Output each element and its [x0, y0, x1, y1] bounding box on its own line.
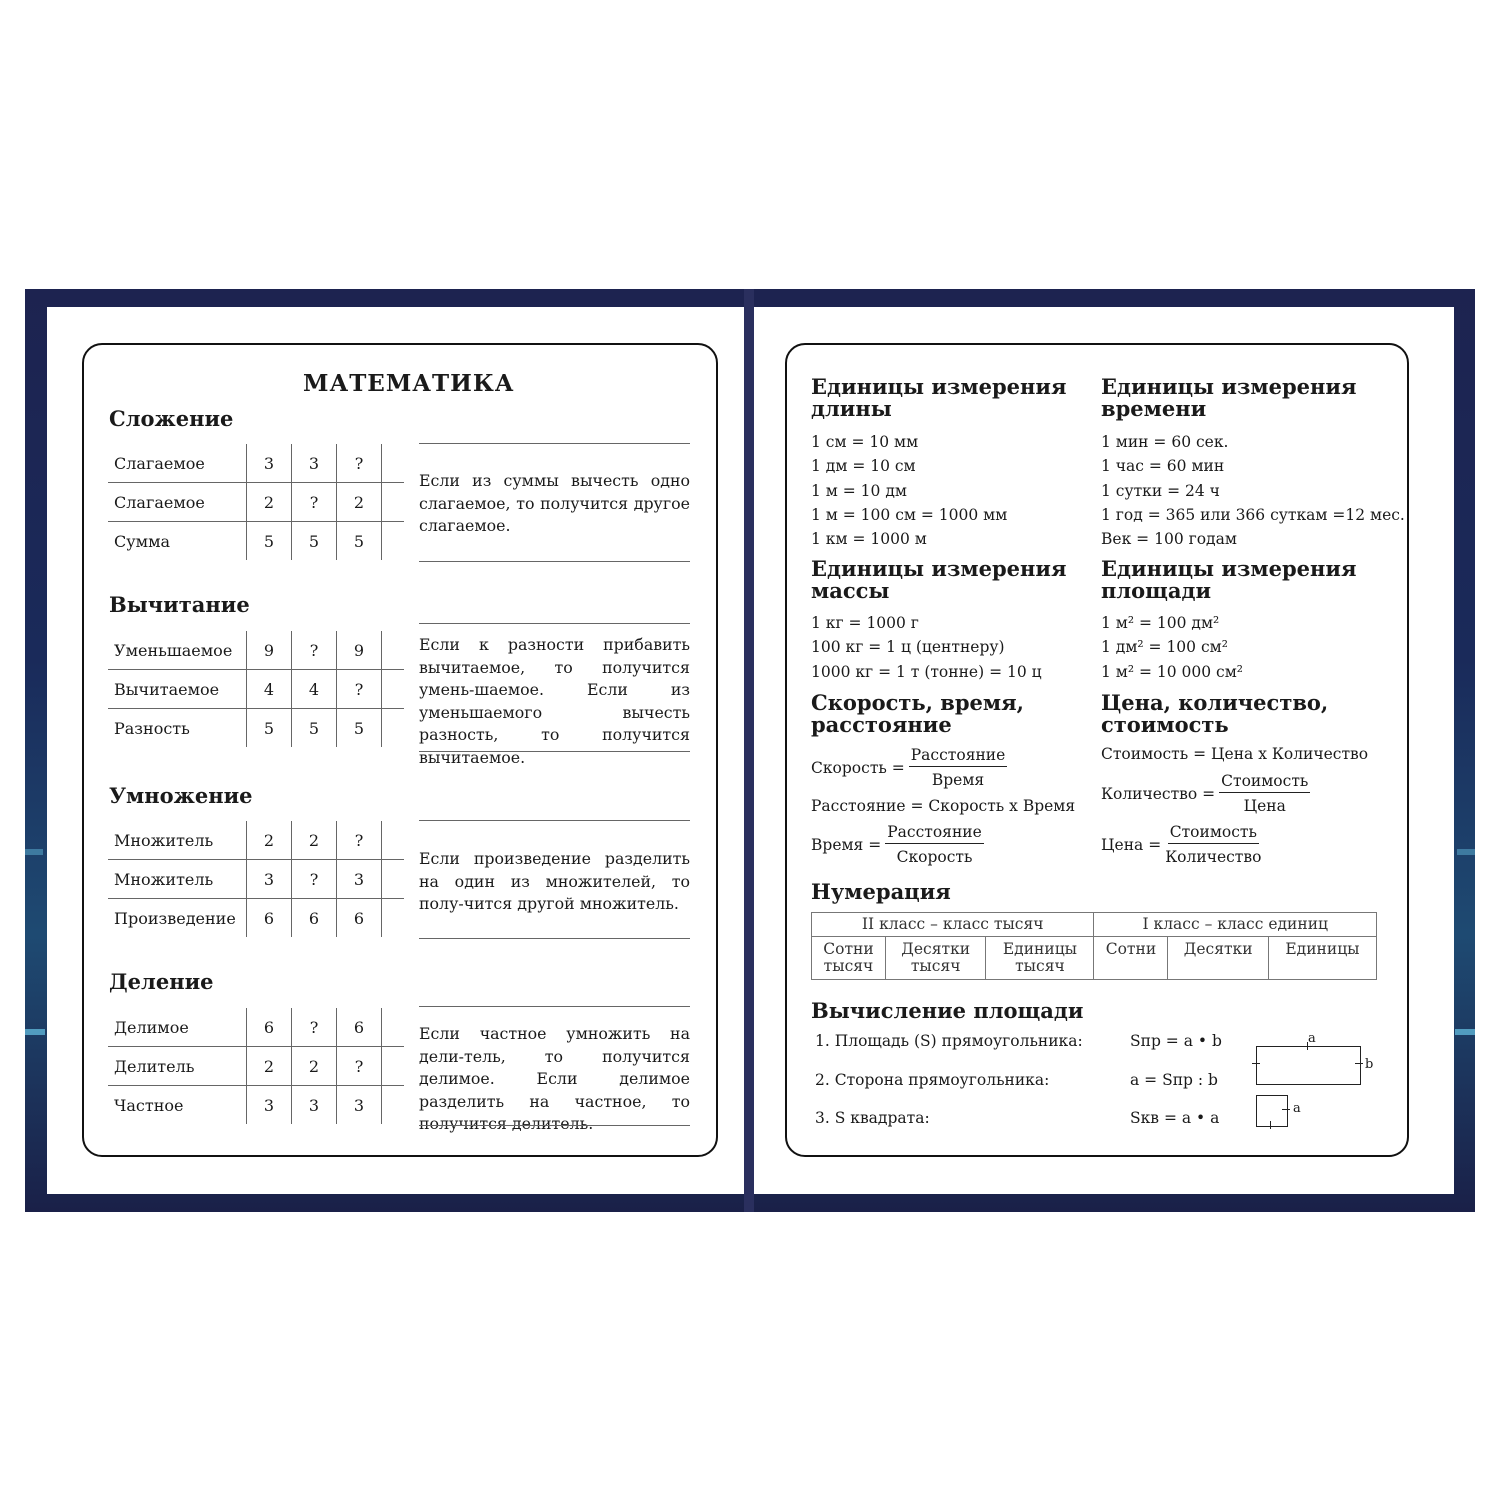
multiplication-table: [108, 821, 404, 937]
cell: 4: [292, 670, 337, 709]
cell: ?: [292, 1008, 337, 1047]
time-formula: [811, 823, 984, 866]
rule-text-addition: Если из суммы вычесть одно слагаемое, то получится другое слагаемое.: [419, 471, 690, 535]
table-row: [108, 670, 404, 709]
cell: ?: [292, 631, 337, 670]
area-list: [1101, 611, 1243, 684]
side-formula: a = Sпр : b: [1130, 1071, 1218, 1089]
area-calc-item: 3. S квадрата:: [815, 1109, 930, 1127]
speed-formula: [811, 746, 1007, 789]
cell: 2: [292, 821, 337, 860]
divider: [419, 751, 690, 752]
row-label: Слагаемое: [108, 483, 247, 522]
area-calc-item: 2. Сторона прямоугольника:: [815, 1071, 1050, 1089]
spine: [744, 289, 754, 1212]
rectangle-diagram: [1256, 1046, 1361, 1085]
cell: 3: [247, 1086, 292, 1125]
length-list: [811, 430, 1007, 551]
list-item: 1 м = 100 см = 1000 мм: [811, 505, 1008, 524]
cell: ?: [292, 860, 337, 899]
square-label-a: a: [1293, 1101, 1301, 1116]
heading-line: Цена, количество,: [1101, 690, 1329, 715]
cell: 2: [247, 1047, 292, 1086]
numerator: Стоимость: [1219, 772, 1310, 793]
cell: 9: [247, 631, 292, 670]
list-item: 100 кг = 1 ц (центнеру): [811, 638, 1005, 657]
cell: 3: [247, 444, 292, 483]
distance-formula: Расстояние = Скорость х Время: [811, 797, 1076, 815]
table-row: [812, 937, 1377, 980]
column-header: Единицы тысяч: [986, 937, 1094, 980]
table-row: [108, 631, 404, 670]
price-heading: [1101, 692, 1328, 736]
formula-left: Цена =: [1101, 835, 1162, 854]
list-item: 1 м = 10 дм: [811, 481, 907, 500]
denominator: Цена: [1243, 797, 1286, 815]
column-header: Единицы: [1268, 937, 1376, 980]
cell: 5: [337, 709, 382, 748]
division-table: [108, 1008, 404, 1124]
quantity-formula: [1101, 772, 1310, 815]
cell: 6: [337, 899, 382, 938]
side-mark: [1252, 1063, 1260, 1064]
list-item: 1 кг = 1000 г: [811, 614, 919, 632]
time-heading: [1101, 376, 1357, 420]
price-formula: [1101, 823, 1261, 866]
area-formula: Sпр = a • b: [1130, 1032, 1222, 1050]
heading-line: Единицы измерения: [1101, 374, 1357, 399]
cell: 6: [247, 1008, 292, 1047]
mass-heading: [811, 558, 1067, 602]
side-mark: [1270, 1121, 1271, 1129]
area-calc-item: 1. Площадь (S) прямоугольника:: [815, 1032, 1083, 1050]
cell: 2: [247, 821, 292, 860]
table-row: [812, 913, 1377, 937]
cell: 3: [337, 1086, 382, 1125]
row-label: Множитель: [108, 821, 247, 860]
cell: 6: [292, 899, 337, 938]
area-calc-heading: Вычисление площади: [811, 998, 1084, 1023]
list-item: 1 дм = 10 см: [811, 457, 916, 476]
row-label: Слагаемое: [108, 444, 247, 483]
page-title: МАТЕМАТИКА: [303, 370, 515, 397]
row-label: Сумма: [114, 531, 171, 551]
cell: 3: [247, 860, 292, 899]
divider: [419, 938, 690, 939]
side-mark: [1282, 1109, 1290, 1110]
cell: ?: [337, 1047, 382, 1086]
cell: 3: [292, 1086, 337, 1125]
list-item: 1 сутки = 24 ч: [1101, 481, 1220, 500]
table-row: [108, 821, 404, 860]
cell: ?: [337, 821, 382, 860]
divider: [419, 820, 690, 821]
numbering-heading: Нумерация: [811, 879, 951, 904]
heading-line: Скорость, время,: [811, 690, 1024, 715]
cell: 5: [337, 522, 382, 561]
heading-line: времени: [1101, 396, 1207, 421]
row-label: Делимое: [108, 1008, 247, 1047]
list-item: 1 дм² = 100 см²: [1101, 638, 1228, 657]
column-header: Сотни: [1094, 937, 1168, 980]
formula-left: Количество =: [1101, 784, 1216, 803]
column-header: Сотни тысяч: [812, 937, 886, 980]
cell: 3: [337, 860, 382, 899]
cell: 5: [247, 709, 292, 748]
cell: ?: [337, 670, 382, 709]
cell: ?: [337, 444, 382, 483]
table-row: [108, 1047, 404, 1086]
cell: 6: [337, 1008, 382, 1047]
row-label: Уменьшаемое: [108, 631, 247, 670]
cell: 5: [247, 522, 292, 561]
table-row: [108, 1008, 404, 1047]
side-mark: [1355, 1063, 1363, 1064]
row-label: Вычитаемое: [108, 670, 247, 709]
cell: 2: [292, 1047, 337, 1086]
section-heading-multiplication: Умножение: [109, 783, 253, 808]
divider: [419, 443, 690, 444]
class-header: II класс – класс тысяч: [812, 913, 1094, 937]
table-row: [108, 1086, 404, 1125]
row-label: Делитель: [108, 1047, 247, 1086]
formula-left: Время =: [811, 835, 882, 854]
table-row: [108, 709, 404, 748]
section-heading-addition: Сложение: [109, 406, 234, 431]
divider: [419, 623, 690, 624]
heading-line: площади: [1101, 578, 1212, 603]
heading-line: массы: [811, 578, 890, 603]
denominator: Количество: [1165, 848, 1262, 866]
speed-heading: [811, 692, 1024, 736]
list-item: 1 см = 10 мм: [811, 433, 919, 451]
heading-line: Единицы измерения: [811, 374, 1067, 399]
row-label: Разность: [114, 718, 190, 738]
list-item: 1 км = 1000 м: [811, 530, 927, 549]
cell: 5: [292, 709, 337, 748]
square-formula: Sкв = a • a: [1130, 1109, 1220, 1127]
divider: [419, 1006, 690, 1007]
list-item: 1 год = 365 или 366 суткам =12 мес.: [1101, 505, 1405, 524]
formula-left: Скорость =: [811, 758, 905, 777]
column-header: Десятки: [1168, 937, 1268, 980]
square-diagram: [1256, 1095, 1288, 1127]
section-heading-division: Деление: [109, 969, 214, 994]
table-row: [108, 899, 404, 938]
time-list: [1101, 430, 1405, 551]
addition-table: [108, 444, 404, 560]
list-item: 1 мин = 60 сек.: [1101, 433, 1229, 451]
cell: 5: [292, 522, 337, 561]
denominator: Время: [931, 771, 985, 789]
table-row: [108, 444, 404, 483]
cell: 9: [337, 631, 382, 670]
heading-line: расстояние: [811, 712, 952, 737]
heading-line: Единицы измерения: [811, 556, 1067, 581]
list-item: Век = 100 годам: [1101, 530, 1237, 549]
mass-list: [811, 611, 1042, 684]
row-label: Частное: [114, 1095, 184, 1115]
cell: 2: [337, 483, 382, 522]
list-item: 1 час = 60 мин: [1101, 457, 1225, 476]
divider: [419, 561, 690, 562]
rule-text-subtraction: Если к разности прибавить вычитаемое, то получится умень-шаемое. Если из уменьшаемого вычесть разность, то получится вычитаемое.: [419, 635, 690, 767]
area-heading: [1101, 558, 1357, 602]
row-label: Множитель: [108, 860, 247, 899]
heading-line: длины: [811, 396, 892, 421]
table-row: [108, 860, 404, 899]
numerator: Расстояние: [885, 823, 984, 844]
heading-line: стоимость: [1101, 712, 1229, 737]
table-row: [108, 483, 404, 522]
table-row: [108, 522, 404, 561]
divider: [419, 1125, 690, 1126]
list-item: 1 м² = 100 дм²: [1101, 614, 1220, 632]
length-heading: [811, 376, 1067, 420]
cell: 4: [247, 670, 292, 709]
cost-formula: Стоимость = Цена х Количество: [1101, 745, 1369, 763]
subtraction-table: [108, 631, 404, 747]
cell: ?: [292, 483, 337, 522]
rule-text-multiplication: Если произведение разделить на один из множителей, то полу-чится другой множитель.: [419, 849, 690, 913]
denominator: Скорость: [896, 848, 973, 866]
column-header: Десятки тысяч: [885, 937, 985, 980]
rule-text-division: Если частное умножить на дели-тель, то получится делимое. Если делимое разделить на частное, то получится делитель.: [419, 1024, 690, 1133]
section-heading-subtraction: Вычитание: [109, 592, 250, 617]
rect-label-b: b: [1365, 1057, 1374, 1072]
list-item: 1000 кг = 1 т (тонне) = 10 ц: [811, 662, 1042, 681]
numerator: Расстояние: [909, 746, 1008, 767]
cell: 3: [292, 444, 337, 483]
numerator: Стоимость: [1168, 823, 1259, 844]
list-item: 1 м² = 10 000 см²: [1101, 662, 1244, 681]
cell: 6: [247, 899, 292, 938]
rect-label-a: a: [1308, 1031, 1316, 1046]
class-header: I класс – класс единиц: [1094, 913, 1377, 937]
numbering-table: [811, 912, 1377, 980]
cell: 2: [247, 483, 292, 522]
heading-line: Единицы измерения: [1101, 556, 1357, 581]
row-label: Произведение: [114, 908, 236, 928]
